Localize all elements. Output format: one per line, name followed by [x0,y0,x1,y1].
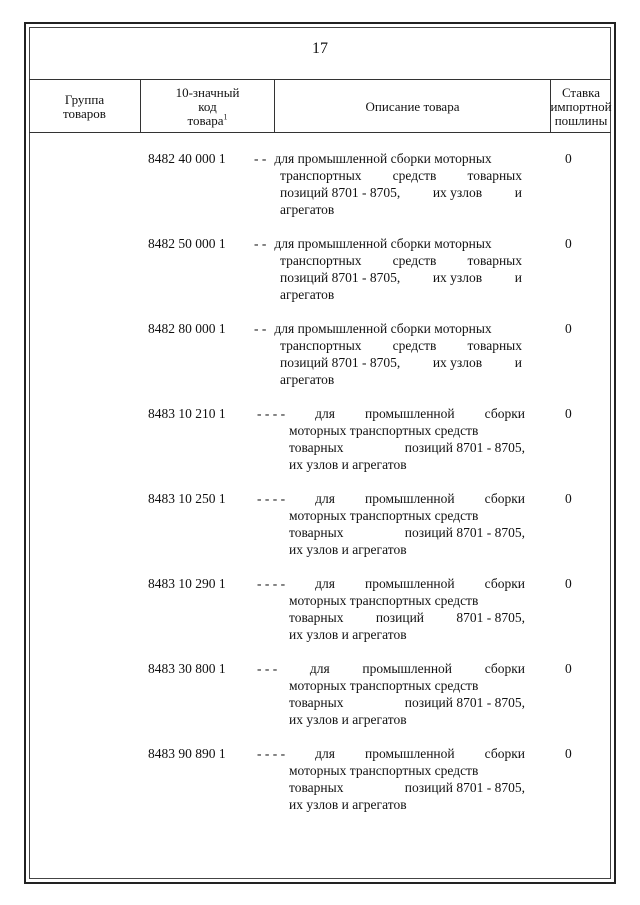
description-line [257,405,525,422]
description-text: моторных транспортных средств [289,423,479,438]
description-text: для промышленной сборки моторных [274,151,492,166]
duty-rate: 0 [565,746,572,761]
product-description [257,745,525,813]
description-text: - - - - [257,746,286,761]
description-text: моторных транспортных средств [289,508,479,523]
header-group-line: товаров [63,105,106,121]
description-text: - - - [257,661,278,676]
description-text: товарных [467,253,522,268]
description-text: позиций 8701 - 8705, [280,185,401,200]
description-text: позиций 8701 - 8705, [280,355,401,370]
table-header [29,79,611,133]
description-text: - - - - [257,406,286,421]
description-text: и [514,185,522,200]
product-code: 8482 40 000 1 [148,151,226,166]
product-code: 8483 10 290 1 [148,576,226,591]
description-line [257,490,525,507]
header-code [141,80,275,133]
description-line [289,592,525,609]
description-line [289,626,525,643]
product-description [257,660,525,728]
description-text: сборки [484,746,525,761]
header-group-line: Группа [64,91,105,107]
duty-rate: 0 [565,151,572,166]
description-line [280,354,522,371]
description-text: для [309,661,330,676]
page-number: 17 [312,40,328,57]
description-text: их узлов [432,270,483,285]
description-line [289,541,525,558]
header-code-line [176,114,240,128]
duty-rate: 0 [565,661,572,676]
description-line [289,762,525,779]
product-code: 8483 10 250 1 [148,491,226,506]
description-text: моторных транспортных средств [289,763,479,778]
description-text: для [315,491,335,506]
footnote-marker: 1 [223,112,228,122]
product-code: 8482 50 000 1 [148,236,226,251]
description-line [289,507,525,524]
duty-rate: 0 [565,321,572,336]
description-line [280,167,522,184]
description-line [257,660,525,677]
description-text: транспортных [280,168,362,183]
description-text: позиций 8701 - 8705, [404,780,525,795]
description-text: товарных [467,168,522,183]
description-line [280,252,522,269]
description-text: их узлов и агрегатов [289,627,407,642]
description-text: средств [392,168,437,183]
description-text: агрегатов [280,372,335,387]
duty-rate: 0 [565,236,572,251]
description-text: агрегатов [280,287,335,302]
description-line [289,422,525,439]
description-text: сборки [484,406,525,421]
description-text: товарных [289,780,344,795]
description-line [257,575,525,592]
description-text: их узлов и агрегатов [289,457,407,472]
description-text: моторных транспортных средств [289,678,479,693]
description-text: 8701 - 8705, [456,610,525,625]
description-text: позиций 8701 - 8705, [404,695,525,710]
description-line [289,439,525,456]
description-text: моторных транспортных средств [289,593,479,608]
header-description: Описание товара [275,80,551,133]
description-text: промышленной [365,576,455,591]
description-line [289,711,525,728]
description-text: их узлов и агрегатов [289,797,407,812]
description-line [280,184,522,201]
description-line [289,677,525,694]
product-code: 8483 10 210 1 [148,406,226,421]
description-text: средств [392,253,437,268]
product-code: 8482 80 000 1 [148,321,226,336]
description-text: и [514,270,522,285]
description-text: их узлов и агрегатов [289,712,407,727]
description-text: позиций [375,610,425,625]
description-text: позиций 8701 - 8705, [404,525,525,540]
description-line [289,456,525,473]
description-text: для промышленной сборки моторных [274,321,492,336]
description-text: - - - - [257,491,286,506]
description-text: средств [392,338,437,353]
description-text: позиций 8701 - 8705, [280,270,401,285]
header-rate-line: пошлины [554,112,608,128]
description-line [254,150,522,167]
description-text: товарных [289,695,344,710]
description-text: - - [254,321,267,336]
product-description [254,320,522,388]
description-text: сборки [484,491,525,506]
description-text: агрегатов [280,202,335,217]
description-text: товарных [289,525,344,540]
product-description [257,490,525,558]
description-text: для [315,406,335,421]
description-line [280,337,522,354]
description-text: их узлов [432,185,483,200]
product-description [257,575,525,643]
product-code: 8483 90 890 1 [148,746,226,761]
product-code: 8483 30 800 1 [148,661,226,676]
header-code-line: код [198,98,217,114]
description-line [289,524,525,541]
product-description [257,405,525,473]
header-code-text: товара [187,112,224,128]
header-code-line: 10-значный [175,84,240,100]
description-line [280,201,522,218]
duty-rate: 0 [565,576,572,591]
header-rate-line: импортной [550,98,612,114]
description-line [280,371,522,388]
description-text: их узлов и агрегатов [289,542,407,557]
description-text: для [315,576,335,591]
header-group [29,80,141,133]
description-line [280,269,522,286]
description-text: и [514,355,522,370]
description-text: позиций 8701 - 8705, [404,440,525,455]
product-description [254,150,522,218]
description-line [289,779,525,796]
description-text: - - [254,151,267,166]
description-line [289,694,525,711]
description-line [254,320,522,337]
product-description [254,235,522,303]
description-line [289,609,525,626]
description-text: товарных [289,610,344,625]
description-line [257,745,525,762]
description-text: сборки [484,576,525,591]
description-text: транспортных [280,253,362,268]
description-line [289,796,525,813]
description-text: - - [254,236,267,251]
duty-rate: 0 [565,491,572,506]
description-text: товарных [289,440,344,455]
description-text: промышленной [365,406,455,421]
description-text: промышленной [365,491,455,506]
description-text: сборки [484,661,525,676]
description-line [280,286,522,303]
description-text: транспортных [280,338,362,353]
description-text: товарных [467,338,522,353]
description-text: для промышленной сборки моторных [274,236,492,251]
description-text: промышленной [362,661,453,676]
description-line [254,235,522,252]
description-text: для [315,746,335,761]
description-text: промышленной [365,746,455,761]
header-rate-line: Ставка [561,84,601,100]
header-rate [551,80,611,133]
description-text: их узлов [432,355,483,370]
duty-rate: 0 [565,406,572,421]
description-text: - - - - [257,576,286,591]
